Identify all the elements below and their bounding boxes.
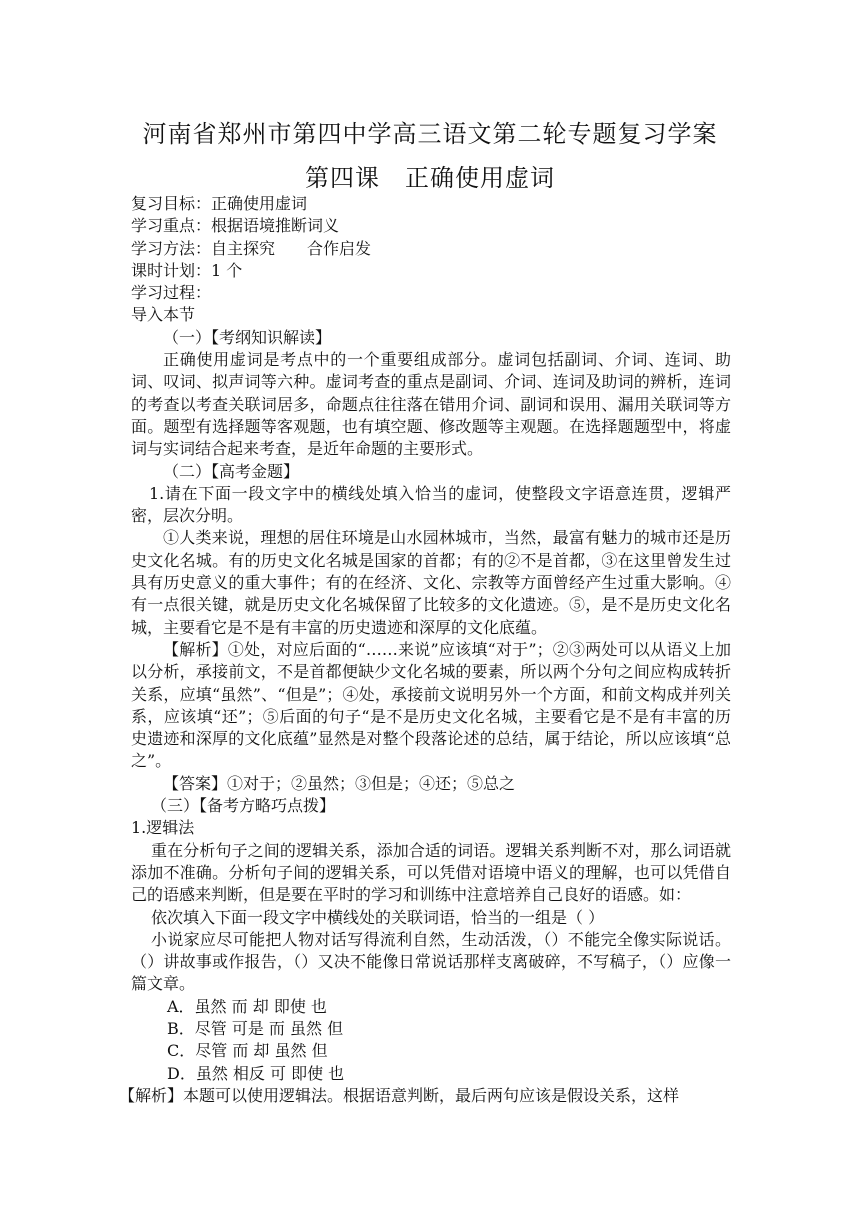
example-passage: 小说家应尽可能把人物对话写得流利自然，生动活泼，（）不能完全像实际说话。（）讲故事或作报告，（）又决不能像日常说话那样支离破碎，不写稿子，（）应像一篇文章。 xyxy=(131,929,731,994)
method-paragraph: 重在分析句子之间的逻辑关系，添加合适的词语。逻辑关系判断不对，那么词语就添加不准确。分析句子间的逻辑关系，可以凭借对语境中语义的理解，也可以凭借自己的语感来判断，但是要在平时的学习和训练中注意培养自己良好的语感。如： xyxy=(131,840,731,905)
syllabus-paragraph: 正确使用虚词是考点中的一个重要组成部分。虚词包括副词、介词、连词、助词、叹词、拟声词等六种。虚词考查的重点是副词、介词、连词及助词的辨析，连词的考查以考查关联词居多，命题点往往落在错用介词、副词和误用、漏用关联词等方面。题型有选择题等客观题，也有填空题、修改题等主观题。在选择题题型中，将虚词与实词结合起来考查，是近年命题的主要形式。 xyxy=(131,350,731,459)
option-b: B．尽管 可是 而 虽然 但 xyxy=(167,1018,344,1038)
study-process: 学习过程： xyxy=(131,283,212,303)
option-c: C．尽管 而 却 虽然 但 xyxy=(167,1041,328,1061)
time-plan: 课时计划：1 个 xyxy=(131,260,243,280)
section-heading-syllabus: （一）【考纲知识解读】 xyxy=(163,327,332,347)
section-heading-strategy: （三）【备考方略巧点拨】 xyxy=(151,796,336,816)
intro-label: 导入本节 xyxy=(131,305,196,325)
example-question: 依次填入下面一段文字中横线处的关联词语，恰当的一组是（ ） xyxy=(151,907,605,927)
lesson-title: 第四课 正确使用虚词 xyxy=(305,164,555,192)
option-a: A．虽然 而 却 即使 也 xyxy=(167,996,327,1016)
exam-answer: 【答案】①对于；②虽然；③但是；④还；⑤总之 xyxy=(163,773,516,793)
document-body xyxy=(119,193,731,1107)
option-d: D．虽然 相反 可 即使 也 xyxy=(167,1063,345,1083)
exam-analysis: 【解析】①处，对应后面的“……来说”应该填“对于”；②③两处可以从语义上加以分析，承接前文，不是首都便缺少文化名城的要素，所以两个分句之间应构成转折关系，应填“虽然”、“但是”；④处，承接前文说明另外一个方面，和前文构成并列关系，应该填“还”；⑤后面的句子“是不是历史文化名城，主要看它是不是有丰富的历史遗迹和深厚的文化底蕴”显然是对整个段落论述的总结，属于结论，所以应该填“总之”。 xyxy=(131,639,731,771)
study-method: 学习方法：自主探究 合作启发 xyxy=(131,238,372,258)
section-heading-exam: （二）【高考金题】 xyxy=(163,461,300,481)
method-title: 1.逻辑法 xyxy=(131,818,195,838)
study-focus: 学习重点：根据语境推断词义 xyxy=(131,216,340,236)
exam-passage: ①人类来说，理想的居住环境是山水园林城市，当然，最富有魅力的城市还是历史文化名城。有的历史文化名城是国家的首都；有的②不是首都，③在这里曾发生过具有历史意义的重大事件；有的在经济、文化、宗教等方面曾经产生过重大影响。④有一点很关键，就是历史文化名城保留了比较多的文化遗迹。⑤，是不是历史文化名城，主要看它是不是有丰富的历史遗迹和深厚的文化底蕴。 xyxy=(131,528,731,637)
exam-question: 1.请在下面一段文字中的横线处填入恰当的虚词，使整段文字语意连贯，逻辑严密，层次分明。 xyxy=(131,483,731,526)
strategy-analysis: 【解析】本题可以使用逻辑法。根据语意判断，最后两句应该是假设关系，这样 xyxy=(119,1085,680,1105)
review-goal: 复习目标：正确使用虚词 xyxy=(131,194,308,213)
document-title: 河南省郑州市第四中学高三语文第二轮专题复习学案 xyxy=(142,120,718,148)
